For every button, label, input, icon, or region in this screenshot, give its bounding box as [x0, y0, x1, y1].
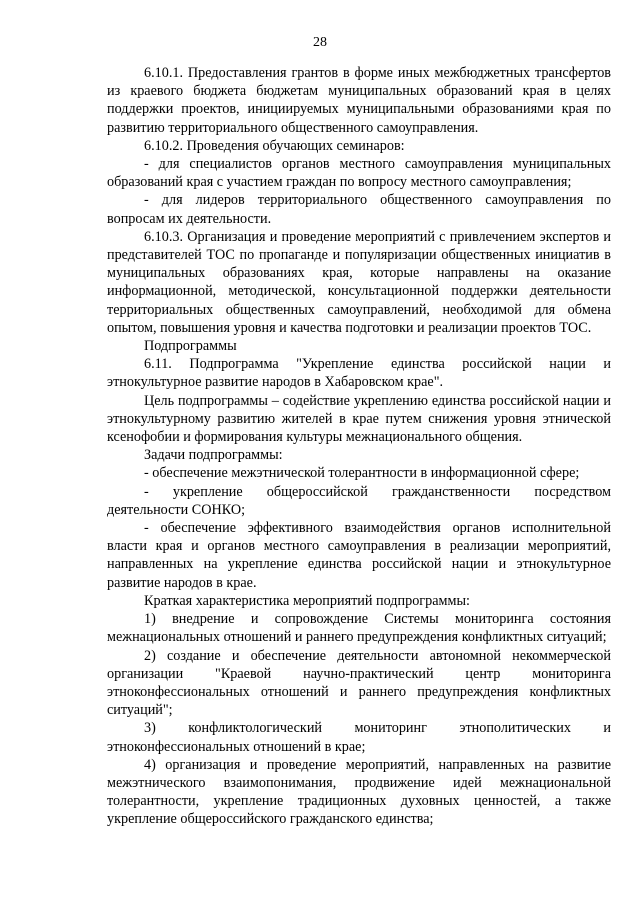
paragraph-6-11: 6.11. Подпрограмма "Укрепление единства российской нации и этнокультурное развитие народов в Хабаровском крае". — [107, 356, 611, 391]
paragraph-tasks-heading: Задачи подпрограммы: — [144, 447, 283, 464]
list-item-measure-3: 3) конфликтологический мониторинг этнополитических и этноконфессиональных отношений в крае; — [107, 720, 611, 755]
paragraph-measures-heading: Краткая характеристика мероприятий подпрограммы: — [144, 592, 470, 609]
paragraph-goal: Цель подпрограммы – содействие укреплению единства российской нации и этнокультурному развитию жителей в крае путем снижения уровня этнической ксенофобии и формирования культуры межнационального общения. — [107, 392, 611, 446]
section-heading-subprograms: Подпрограммы — [144, 338, 237, 355]
page-number: 28 — [313, 35, 327, 50]
list-item-leaders: - для лидеров территориального общественного самоуправления по вопросам их деятельности. — [107, 192, 611, 227]
paragraph-6-10-1: 6.10.1. Предоставления грантов в форме иных межбюджетных трансфертов из краевого бюджета бюджетам муниципальных образований края в целях поддержки проектов, инициируемых муниципальными образованиями края по развитию территориального общественного самоуправления. — [107, 65, 611, 136]
list-item-measure-4: 4) организация и проведение мероприятий, направленных на развитие межэтнического взаимопонимания, продвижение идей межнациональной толерантности, укрепление традиционных духовных ценностей, а также укрепление общероссийского гражданского единства; — [107, 756, 611, 828]
list-item-specialists: - для специалистов органов местного самоуправления муниципальных образований края с участием граждан по вопросу местного самоуправления; — [107, 156, 611, 191]
list-item-task-3: - обеспечение эффективного взаимодействия органов исполнительной власти края и органов местного самоуправления в реализации мероприятий, направленных на укрепление единства российской нации и этнокультурное развитие народов в крае. — [107, 520, 611, 591]
list-item-measure-1: 1) внедрение и сопровождение Системы мониторинга состояния межнациональных отношений и раннего предупреждения конфликтных ситуаций; — [107, 611, 611, 646]
document-body — [107, 64, 611, 829]
paragraph-6-10-3: 6.10.3. Организация и проведение мероприятий с привлечением экспертов и представителей ТОС по пропаганде и популяризации общественных инициатив в муниципальных образованиях края, которые направлены на оказание информационной, методической, консультационной поддержки деятельности территориальных общественных самоуправлений, необходимой для обмена опытом, повышения уровня и качества подготовки и реализации проектов ТОС. — [107, 228, 611, 336]
paragraph-6-10-2: 6.10.2. Проведения обучающих семинаров: — [144, 137, 405, 154]
list-item-measure-2: 2) создание и обеспечение деятельности автономной некоммерческой организации "Краевой научно-практический центр мониторинга этноконфессиональных отношений и раннего предупреждения конфликтных ситуаций"; — [107, 647, 611, 719]
list-item-task-1: - обеспечение межэтнической толерантности в информационной сфере; — [144, 465, 580, 482]
list-item-task-2: - укрепление общероссийской гражданственности посредством деятельности СОНКО; — [107, 483, 611, 518]
